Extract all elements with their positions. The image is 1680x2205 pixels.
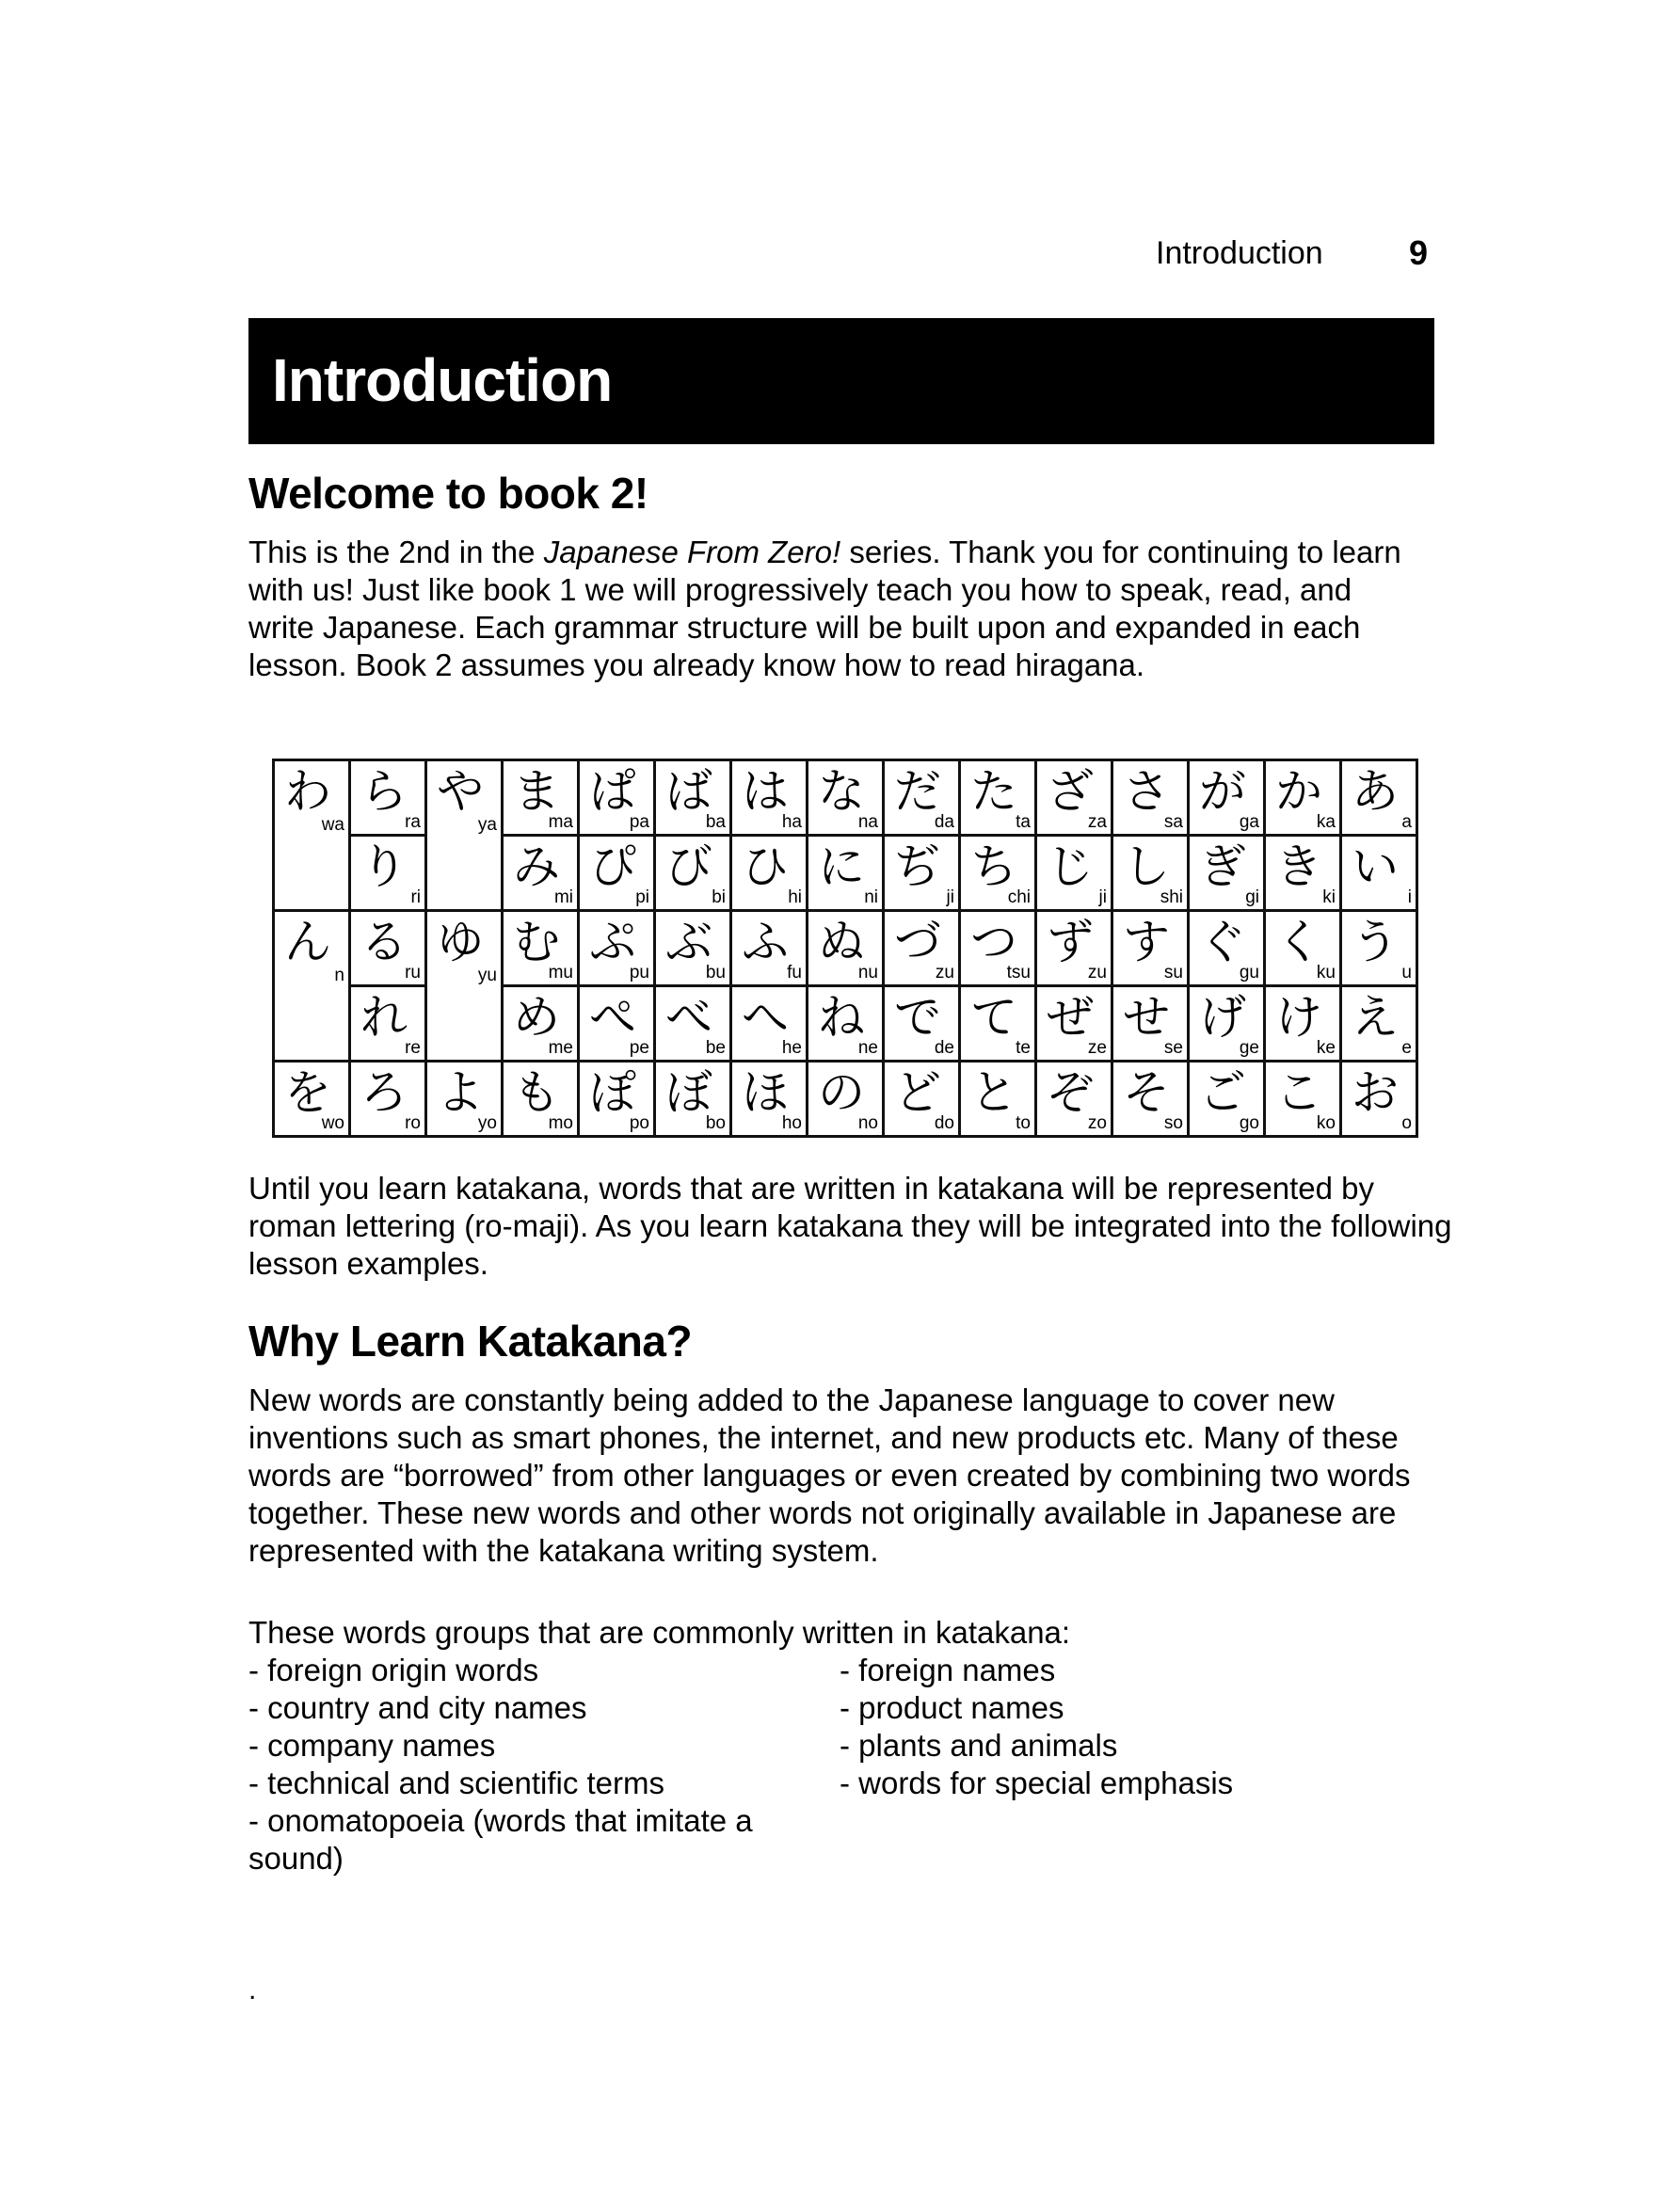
- kana-romaji: fu: [787, 963, 802, 983]
- kana-romaji: ru: [405, 963, 421, 983]
- kana-romaji: bu: [705, 963, 726, 983]
- kana-character: づ: [894, 915, 941, 969]
- kana-character: と: [970, 1065, 1017, 1120]
- kana-romaji: de: [934, 1038, 954, 1058]
- kana-character: み: [513, 839, 560, 894]
- list-item: - product names: [840, 1690, 1064, 1725]
- kana-cell: [274, 911, 350, 1062]
- kana-cell: [808, 986, 884, 1062]
- kana-character: し: [1123, 839, 1170, 894]
- kana-character: ら: [360, 764, 408, 819]
- kana-character: に: [818, 839, 865, 894]
- kana-romaji: se: [1163, 1038, 1183, 1058]
- welcome-text-end: series. Thank you for continuing to learn with us! Just like book 1 we will progressively teach you how to speak, read, and write Japanese. Each grammar structure will be built upon and expanded in each lesson. Book 2 assumes you already know how to read hiragana.: [248, 535, 1401, 682]
- kana-character: び: [665, 839, 712, 894]
- kana-cell: [808, 911, 884, 986]
- kana-romaji: yo: [477, 1113, 497, 1133]
- kana-character: ひ: [742, 839, 789, 894]
- kana-character: の: [818, 1065, 865, 1120]
- kana-romaji: ne: [857, 1038, 878, 1058]
- kana-romaji: n: [334, 966, 344, 985]
- kana-character: れ: [360, 990, 408, 1045]
- kana-cell: [1341, 836, 1417, 911]
- kana-romaji: do: [934, 1113, 954, 1133]
- kana-character: ぐ: [1199, 915, 1246, 969]
- kana-character: ば: [665, 764, 712, 819]
- kana-character: や: [437, 764, 484, 819]
- kana-romaji: ge: [1239, 1038, 1259, 1058]
- kana-cell: [884, 836, 960, 911]
- kana-romaji: te: [1016, 1038, 1031, 1058]
- kana-character: ふ: [742, 915, 789, 969]
- kana-cell: [655, 836, 731, 911]
- kana-character: ぱ: [589, 764, 636, 819]
- kana-romaji: ni: [864, 887, 878, 907]
- kana-cell: [1036, 986, 1112, 1062]
- kana-romaji: he: [781, 1038, 802, 1058]
- kana-character: か: [1275, 764, 1322, 819]
- katakana-word-groups: [248, 1614, 1234, 1876]
- kana-character: ぎ: [1199, 839, 1246, 894]
- kana-romaji: shi: [1160, 887, 1183, 907]
- running-header-title: Introduction: [1156, 235, 1323, 271]
- kana-character: ゆ: [437, 915, 484, 969]
- list-item: - company names: [248, 1728, 496, 1763]
- kana-cell: [1341, 760, 1417, 836]
- kana-cell: [1036, 836, 1112, 911]
- kana-romaji: o: [1401, 1113, 1412, 1133]
- kana-cell: [350, 1062, 426, 1137]
- kana-cell: [579, 1062, 655, 1137]
- chapter-title: Introduction: [272, 346, 613, 414]
- kana-romaji: e: [1401, 1038, 1412, 1058]
- kana-cell: [426, 911, 503, 1062]
- kana-cell: [1112, 911, 1189, 986]
- section-heading-welcome: Welcome to book 2!: [248, 469, 648, 518]
- kana-romaji: ma: [548, 812, 573, 832]
- kana-character: ね: [818, 990, 865, 1045]
- kana-character: さ: [1123, 764, 1170, 819]
- kana-romaji: i: [1407, 887, 1412, 907]
- kana-character: ぜ: [1047, 990, 1094, 1045]
- kana-cell: [1265, 986, 1341, 1062]
- kana-romaji: zu: [935, 963, 954, 983]
- kana-cell: [884, 986, 960, 1062]
- kana-character: ご: [1199, 1065, 1246, 1120]
- kana-cell: [960, 1062, 1036, 1137]
- list-item: - country and city names: [248, 1690, 587, 1725]
- kana-cell: [655, 911, 731, 986]
- kana-romaji: sa: [1163, 812, 1183, 832]
- kana-cell: [579, 986, 655, 1062]
- kana-character: を: [284, 1065, 331, 1120]
- kana-character: い: [1352, 839, 1399, 894]
- kana-character: き: [1275, 839, 1322, 894]
- kana-cell: [960, 760, 1036, 836]
- kana-romaji: ro: [405, 1113, 421, 1133]
- kana-romaji: ha: [781, 812, 802, 832]
- kana-character: で: [894, 990, 941, 1045]
- kana-cell: [1265, 760, 1341, 836]
- kana-romaji: da: [934, 812, 954, 832]
- kana-romaji: ra: [405, 812, 421, 832]
- page-number: 9: [1409, 233, 1429, 272]
- kana-character: ぬ: [818, 915, 865, 969]
- kana-character: お: [1352, 1065, 1399, 1120]
- kana-cell: [503, 1062, 579, 1137]
- kana-character: ま: [513, 764, 560, 819]
- kana-romaji: ki: [1322, 887, 1336, 907]
- kana-character: る: [360, 915, 408, 969]
- list-row: [248, 1689, 1233, 1727]
- kana-cell: [426, 1062, 503, 1137]
- kana-cell: [579, 836, 655, 911]
- list-item: - plants and animals: [840, 1728, 1118, 1763]
- kana-character: て: [970, 990, 1017, 1045]
- kana-cell: [350, 986, 426, 1062]
- kana-cell: [579, 911, 655, 986]
- kana-romaji: ku: [1316, 963, 1336, 983]
- kana-character: ほ: [742, 1065, 789, 1120]
- kana-romaji: ka: [1316, 812, 1336, 832]
- kana-cell: [655, 1062, 731, 1137]
- kana-romaji: pu: [629, 963, 649, 983]
- kana-romaji: pa: [629, 812, 649, 832]
- kana-cell: [731, 986, 808, 1062]
- kana-romaji: ba: [705, 812, 726, 832]
- list-row: [248, 1727, 1233, 1765]
- kana-cell: [960, 911, 1036, 986]
- series-title: Japanese From Zero!: [543, 535, 841, 569]
- kana-cell: [350, 760, 426, 836]
- kana-cell: [274, 760, 350, 911]
- chapter-title-bar: [248, 318, 1434, 444]
- kana-character: ぼ: [665, 1065, 712, 1120]
- kana-romaji: ri: [410, 887, 421, 907]
- kana-cell: [1189, 986, 1265, 1062]
- chart-row: [274, 760, 1417, 836]
- kana-cell: [655, 986, 731, 1062]
- kana-character: げ: [1199, 990, 1246, 1045]
- kana-character: も: [513, 1065, 560, 1120]
- kana-character: う: [1352, 915, 1399, 969]
- katakana-note-text: Until you learn katakana, words that are written in katakana will be represented by roman lettering (ro-maji). As you learn katakana they will be integrated into the following lesson examples.: [248, 1171, 1452, 1281]
- kana-romaji: ke: [1316, 1038, 1336, 1058]
- kana-romaji: go: [1239, 1113, 1259, 1133]
- kana-romaji: ze: [1087, 1038, 1107, 1058]
- kana-character: ぽ: [589, 1065, 636, 1120]
- kana-romaji: mi: [553, 887, 573, 907]
- kana-romaji: hi: [788, 887, 802, 907]
- kana-character: ず: [1047, 915, 1094, 969]
- kana-cell: [579, 760, 655, 836]
- kana-cell: [1036, 1062, 1112, 1137]
- list-item: - foreign names: [840, 1653, 1056, 1687]
- kana-cell: [884, 760, 960, 836]
- kana-cell: [808, 1062, 884, 1137]
- why-katakana-text: New words are constantly being added to the Japanese language to cover new inventions such as smart phones, the internet, and new products etc. Many of these words are “borrowed” from other languages or even created by combining two words together. These new words and other words not originally available in Japanese are represented with the katakana writing system.: [248, 1382, 1411, 1568]
- kana-character: ざ: [1047, 764, 1094, 819]
- kana-cell: [503, 836, 579, 911]
- kana-character: せ: [1123, 990, 1170, 1045]
- kana-cell: [1189, 911, 1265, 986]
- kana-cell: [503, 911, 579, 986]
- kana-character: ろ: [360, 1065, 408, 1120]
- kana-character: ぺ: [589, 990, 636, 1045]
- list-intro: [248, 1614, 1233, 1652]
- kana-cell: [1341, 1062, 1417, 1137]
- kana-character: こ: [1275, 1065, 1322, 1120]
- kana-cell: [731, 1062, 808, 1137]
- kana-character: ち: [970, 839, 1017, 894]
- kana-romaji: wo: [321, 1113, 344, 1133]
- kana-character: む: [513, 915, 560, 969]
- kana-cell: [808, 760, 884, 836]
- kana-romaji: so: [1163, 1113, 1183, 1133]
- kana-character: な: [818, 764, 865, 819]
- kana-character: が: [1199, 764, 1246, 819]
- kana-cell: [1112, 836, 1189, 911]
- kana-cell: [731, 911, 808, 986]
- hiragana-chart: [272, 759, 1418, 1138]
- kana-cell: [1112, 1062, 1189, 1137]
- kana-cell: [1265, 836, 1341, 911]
- kana-romaji: ji: [1098, 887, 1107, 907]
- kana-cell: [503, 986, 579, 1062]
- kana-cell: [1112, 986, 1189, 1062]
- kana-romaji: pe: [629, 1038, 649, 1058]
- kana-romaji: bi: [712, 887, 726, 907]
- kana-character: す: [1123, 915, 1170, 969]
- kana-cell: [1189, 836, 1265, 911]
- kana-romaji: gu: [1239, 963, 1259, 983]
- kana-romaji: yu: [477, 966, 497, 985]
- section-heading-why-katakana: Why Learn Katakana?: [248, 1317, 693, 1366]
- kana-romaji: u: [1401, 963, 1412, 983]
- kana-character: は: [742, 764, 789, 819]
- kana-character: よ: [437, 1065, 484, 1120]
- kana-cell: [884, 1062, 960, 1137]
- kana-cell: [731, 836, 808, 911]
- kana-character: け: [1275, 990, 1322, 1045]
- kana-romaji: ko: [1316, 1113, 1336, 1133]
- kana-romaji: to: [1016, 1113, 1031, 1133]
- katakana-note-paragraph: [248, 1170, 1458, 1283]
- kana-character: ぞ: [1047, 1065, 1094, 1120]
- kana-cell: [350, 836, 426, 911]
- kana-romaji: no: [857, 1113, 878, 1133]
- kana-cell: [655, 760, 731, 836]
- kana-character: あ: [1352, 764, 1399, 819]
- list-row: [248, 1765, 1233, 1802]
- kana-character: ぷ: [589, 915, 636, 969]
- kana-cell: [1036, 760, 1112, 836]
- list-item: - onomatopoeia (words that imitate a sound): [248, 1803, 753, 1876]
- kana-cell: [1341, 986, 1417, 1062]
- kana-romaji: zo: [1087, 1113, 1107, 1133]
- kana-romaji: zu: [1087, 963, 1107, 983]
- kana-cell: [426, 760, 503, 911]
- kana-romaji: ji: [946, 887, 954, 907]
- welcome-text-start: This is the 2nd in the: [248, 535, 544, 569]
- kana-cell: [274, 1062, 350, 1137]
- kana-character: そ: [1123, 1065, 1170, 1120]
- list-item: - foreign origin words: [248, 1653, 539, 1687]
- kana-cell: [503, 760, 579, 836]
- list-row: [248, 1802, 1233, 1876]
- kana-cell: [1189, 1062, 1265, 1137]
- kana-cell: [1265, 911, 1341, 986]
- kana-character: へ: [742, 990, 789, 1045]
- stray-mark: .: [248, 1974, 257, 2005]
- kana-character: り: [360, 839, 408, 894]
- chart-row: [274, 1062, 1417, 1137]
- kana-romaji: nu: [857, 963, 878, 983]
- kana-romaji: mo: [548, 1113, 573, 1133]
- kana-romaji: be: [705, 1038, 726, 1058]
- kana-romaji: a: [1401, 812, 1412, 832]
- kana-character: つ: [970, 915, 1017, 969]
- kana-character: く: [1275, 915, 1322, 969]
- kana-character: わ: [284, 764, 331, 819]
- kana-romaji: mu: [548, 963, 573, 983]
- kana-cell: [1036, 911, 1112, 986]
- list-item: - words for special emphasis: [840, 1766, 1234, 1800]
- kana-character: め: [513, 990, 560, 1045]
- kana-romaji: wa: [321, 815, 344, 835]
- kana-character: ん: [284, 915, 331, 969]
- kana-romaji: ga: [1239, 812, 1259, 832]
- kana-cell: [884, 911, 960, 986]
- kana-cell: [960, 836, 1036, 911]
- kana-romaji: bo: [705, 1113, 726, 1133]
- kana-romaji: su: [1163, 963, 1183, 983]
- kana-romaji: gi: [1245, 887, 1259, 907]
- kana-character: た: [970, 764, 1017, 819]
- kana-cell: [350, 911, 426, 986]
- kana-romaji: ta: [1016, 812, 1031, 832]
- kana-character: ぢ: [894, 839, 941, 894]
- kana-character: ぶ: [665, 915, 712, 969]
- welcome-paragraph: [248, 534, 1406, 684]
- list-item: - technical and scientific terms: [248, 1766, 665, 1800]
- kana-cell: [960, 986, 1036, 1062]
- kana-romaji: na: [857, 812, 878, 832]
- kana-romaji: tsu: [1006, 963, 1031, 983]
- chart-row: [274, 911, 1417, 986]
- kana-character: ぴ: [589, 839, 636, 894]
- list-intro-text: These words groups that are commonly written in katakana:: [248, 1615, 1071, 1650]
- kana-romaji: pi: [635, 887, 649, 907]
- kana-romaji: me: [548, 1038, 573, 1058]
- kana-character: だ: [894, 764, 941, 819]
- kana-cell: [1112, 760, 1189, 836]
- why-katakana-paragraph: [248, 1382, 1444, 1570]
- kana-character: べ: [665, 990, 712, 1045]
- kana-romaji: chi: [1007, 887, 1031, 907]
- kana-character: え: [1352, 990, 1399, 1045]
- kana-cell: [1341, 911, 1417, 986]
- kana-romaji: po: [629, 1113, 649, 1133]
- kana-romaji: ho: [781, 1113, 802, 1133]
- kana-cell: [1189, 760, 1265, 836]
- list-row: [248, 1652, 1233, 1689]
- kana-cell: [1265, 1062, 1341, 1137]
- kana-cell: [808, 836, 884, 911]
- kana-romaji: re: [405, 1038, 421, 1058]
- kana-character: ど: [894, 1065, 941, 1120]
- kana-cell: [731, 760, 808, 836]
- kana-character: じ: [1047, 839, 1094, 894]
- kana-romaji: za: [1087, 812, 1107, 832]
- kana-romaji: ya: [477, 815, 497, 835]
